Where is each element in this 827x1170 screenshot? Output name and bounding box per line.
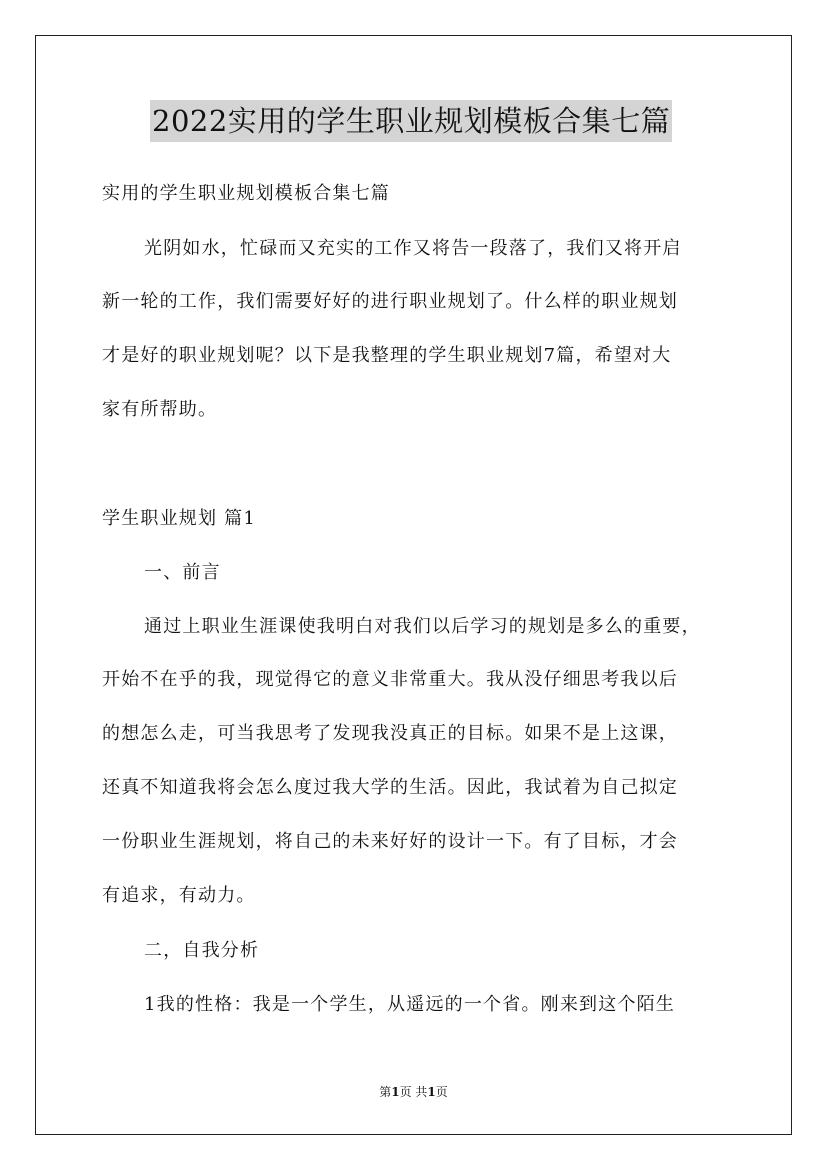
paragraph-line: 有追求，有动力。 <box>102 885 256 906</box>
paragraph-line: 一份职业生涯规划，将自己的未来好好的设计一下。有了目标，才会 <box>102 831 678 852</box>
paragraph-line: 才是好的职业规划呢？以下是我整理的学生职业规划7篇，希望对大 <box>102 345 672 366</box>
footer-suffix: 页 <box>435 1085 448 1099</box>
page-footer <box>0 1084 827 1100</box>
paragraph-line: 通过上职业生涯课使我明白对我们以后学习的规划是多么的重要， <box>144 616 701 637</box>
footer-page-current: 1 <box>391 1085 400 1099</box>
paragraph-line: 家有所帮助。 <box>102 399 218 420</box>
footer-mid: 页 共 <box>399 1085 428 1099</box>
paragraph-line: 新一轮的工作，我们需要好好的进行职业规划了。什么样的职业规划 <box>102 291 678 312</box>
paragraph-line: 还真不知道我将会怎么度过我大学的生活。因此，我试着为自己拟定 <box>102 777 678 798</box>
subsection-heading: 二，自我分析 <box>144 940 260 961</box>
paragraph-line: 1我的性格：我是一个学生，从遥远的一个省。刚来到这个陌生 <box>144 994 676 1015</box>
section-heading: 学生职业规划 篇1 <box>102 508 256 529</box>
document-title: 2022实用的学生职业规划模板合集七篇 <box>150 100 672 142</box>
subtitle-line: 实用的学生职业规划模板合集七篇 <box>102 183 390 204</box>
footer-page-total: 1 <box>427 1085 436 1099</box>
paragraph-line: 的想怎么走，可当我思考了发现我没真正的目标。如果不是上这课， <box>102 723 678 744</box>
paragraph-line: 开始不在乎的我，现觉得它的意义非常重大。我从没仔细思考我以后 <box>102 669 678 690</box>
footer-prefix: 第 <box>379 1085 392 1099</box>
subsection-heading: 一、前言 <box>144 562 221 583</box>
paragraph-line: 光阴如水，忙碌而又充实的工作又将告一段落了，我们又将开启 <box>144 238 682 259</box>
